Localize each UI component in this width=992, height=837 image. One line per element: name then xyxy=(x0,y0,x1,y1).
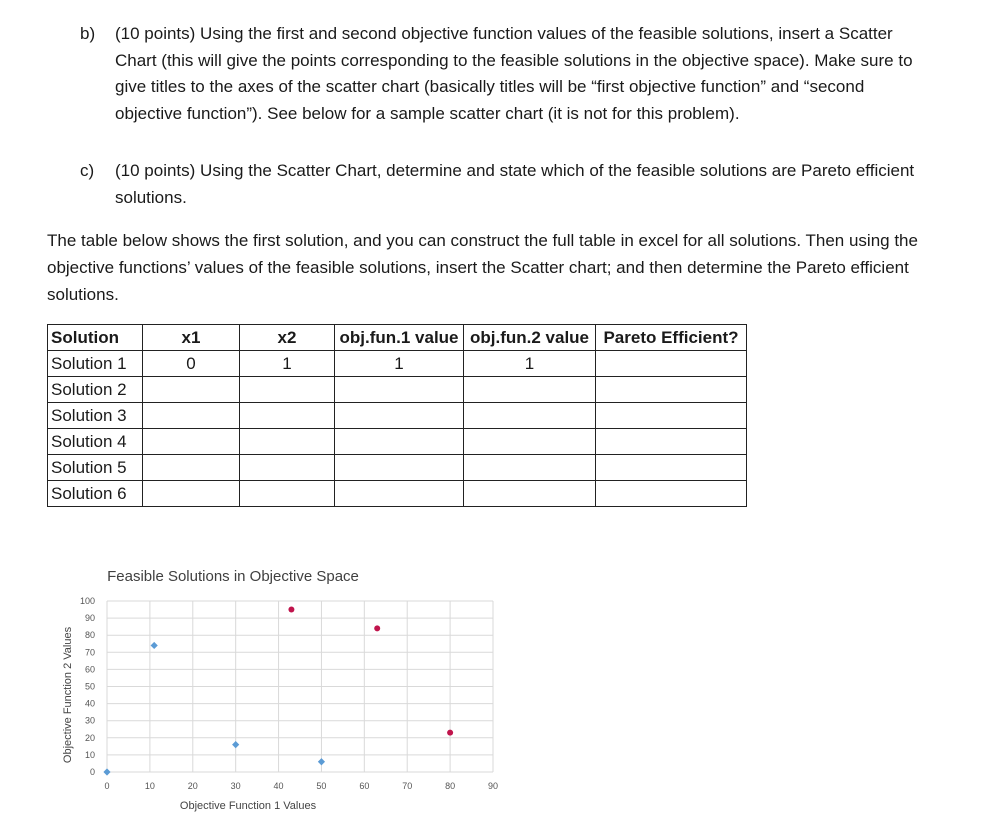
cell xyxy=(240,403,335,429)
header-obj2: obj.fun.2 value xyxy=(464,325,596,351)
cell xyxy=(143,429,240,455)
cell: Solution 3 xyxy=(48,403,143,429)
cell: 1 xyxy=(335,351,464,377)
data-point xyxy=(288,607,294,613)
y-tick-label: 100 xyxy=(79,596,95,606)
question-b-label: b) xyxy=(80,24,96,43)
question-b xyxy=(80,21,930,127)
y-axis-label: Objective Function 2 Values xyxy=(62,626,74,764)
cell xyxy=(596,455,747,481)
cell xyxy=(596,403,747,429)
x-tick-label: 70 xyxy=(402,781,413,791)
y-tick-label: 30 xyxy=(84,715,95,726)
question-c xyxy=(80,158,930,211)
y-tick-label: 20 xyxy=(84,732,95,743)
cell xyxy=(464,455,596,481)
cell xyxy=(464,377,596,403)
chart-title: Feasible Solutions in Objective Space xyxy=(107,568,359,585)
x-tick-label: 50 xyxy=(316,781,327,791)
header-solution: Solution xyxy=(48,325,143,351)
cell xyxy=(143,455,240,481)
y-tick-label: 70 xyxy=(84,647,95,658)
y-tick-label: 40 xyxy=(84,698,95,709)
header-x1: x1 xyxy=(143,325,240,351)
cell xyxy=(596,429,747,455)
header-obj1: obj.fun.1 value xyxy=(335,325,464,351)
scatter-chart xyxy=(55,555,515,825)
table-row xyxy=(48,455,747,481)
x-axis-ticks xyxy=(104,781,498,791)
data-point xyxy=(374,625,380,631)
cell xyxy=(240,481,335,507)
y-tick-label: 10 xyxy=(84,749,95,760)
y-tick-label: 60 xyxy=(84,664,95,675)
data-point xyxy=(447,730,453,736)
cell xyxy=(240,429,335,455)
cell xyxy=(464,481,596,507)
data-point xyxy=(151,642,158,649)
data-point xyxy=(318,758,325,765)
table-row xyxy=(48,403,747,429)
cell xyxy=(143,377,240,403)
x-tick-label: 40 xyxy=(273,781,284,791)
table-row xyxy=(48,351,747,377)
cell xyxy=(335,377,464,403)
question-b-text: (10 points) Using the first and second objective function values of the feasible solutions, insert a Scatter Chart (this will give the points corresponding to the feasible solutions in the objective space). Make sure to give titles to the axes of the scatter chart (basically titles will be “first objective function” and “second objective function”). See below for a sample scatter chart (it is not for this problem). xyxy=(115,24,913,123)
cell: 1 xyxy=(464,351,596,377)
x-tick-label: 20 xyxy=(187,781,198,791)
table-row xyxy=(48,429,747,455)
cell xyxy=(596,481,747,507)
table-row xyxy=(48,377,747,403)
solutions-table xyxy=(47,324,747,507)
data-point xyxy=(232,741,239,748)
cell: Solution 4 xyxy=(48,429,143,455)
header-x2: x2 xyxy=(240,325,335,351)
x-tick-label: 80 xyxy=(445,781,456,791)
x-tick-label: 90 xyxy=(487,781,499,791)
header-pareto: Pareto Efficient? xyxy=(596,325,747,351)
cell xyxy=(335,429,464,455)
cell xyxy=(464,429,596,455)
question-c-text: (10 points) Using the Scatter Chart, determine and state which of the feasible solutions are Pareto efficient solutions. xyxy=(115,161,915,207)
cell: Solution 6 xyxy=(48,481,143,507)
cell xyxy=(240,377,335,403)
y-tick-label: 50 xyxy=(84,681,95,692)
data-point xyxy=(103,768,110,775)
y-axis-ticks xyxy=(80,596,95,777)
y-tick-label: 80 xyxy=(84,630,95,641)
cell xyxy=(596,377,747,403)
x-tick-label: 60 xyxy=(359,781,370,791)
cell: 1 xyxy=(240,351,335,377)
x-tick-label: 30 xyxy=(230,781,241,791)
chart-grid xyxy=(107,601,493,772)
cell: 0 xyxy=(143,351,240,377)
intro-paragraph: The table below shows the first solution, and you can construct the full table in excel for all solutions. Then using the objective functions’ values of the feasible solutions, insert the Scatter chart; and then determine the Pareto efficient solutions. xyxy=(47,231,918,304)
cell xyxy=(335,403,464,429)
table-header-row xyxy=(48,325,747,351)
x-tick-label: 10 xyxy=(144,781,155,791)
cell xyxy=(143,481,240,507)
cell: Solution 5 xyxy=(48,455,143,481)
cell: Solution 1 xyxy=(48,351,143,377)
cell xyxy=(143,403,240,429)
cell xyxy=(240,455,335,481)
x-tick-label: 0 xyxy=(104,781,110,791)
cell xyxy=(335,481,464,507)
cell xyxy=(464,403,596,429)
table-row xyxy=(48,481,747,507)
question-c-label: c) xyxy=(80,161,95,180)
x-axis-label: Objective Function 1 Values xyxy=(179,800,317,812)
y-tick-label: 0 xyxy=(89,767,95,777)
cell xyxy=(335,455,464,481)
cell xyxy=(596,351,747,377)
cell: Solution 2 xyxy=(48,377,143,403)
y-tick-label: 90 xyxy=(84,613,95,624)
